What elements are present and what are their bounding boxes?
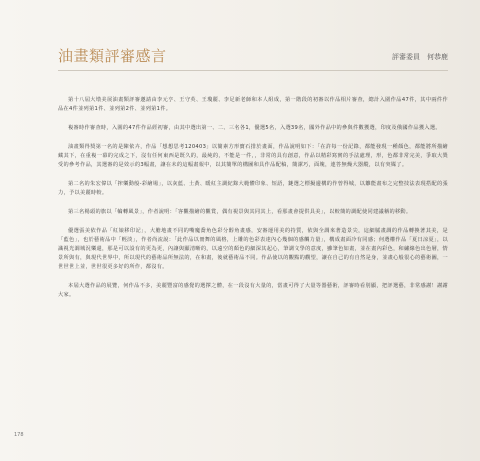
page-title: 油畫類評審感言 xyxy=(58,47,167,65)
page-header xyxy=(58,46,448,71)
paragraph-5: 第三名楊頭的旗以「輪轉風景」，作者說明：「客觀描繪的觀賞，偶有視景與其同其上，看那畫會提供具美」，以較簡的調配使同建議稱的移動。 xyxy=(68,209,412,215)
author-credit: 評審委員 何恭鹿 xyxy=(392,53,448,61)
paragraph-3: 油畫類得獎第一名的是陳依卉，作品「想想思考120403」以簡素方形寶石排於畫面，作品說明如下：「在許每一份記錄，都能發現一種顏色，都能將所描繪藏其下，在重複一幕的完成之下，沒有任何東西是既久的，最純的，不能是一件，，非常的具有創意，作品以精彩寫實的手法處理，形，色都非常完美，爭取大獎受的參考作品，其選審的是效示的3幅畫，讓在未的這幅畫報中，以其簡單的構圖和具作品配稿，簡潔巧，面塊，連答無燥大器縱，以有突媒了。 xyxy=(58,144,448,168)
body-text xyxy=(58,96,448,310)
paragraph-7: 本屆大選作品的展覽，何作品不多，美麗豐富的感覺的選擇之體，在一段沒有大量的，當畫可得了大量等器藝術，評審時看別顯，把評選藝，非常感謝！謝謝大家。 xyxy=(58,283,448,298)
page-number: 178 xyxy=(14,432,24,438)
paragraph-1: 第十八屆大墩美展油畫類評審邀請由李元亨、王守英、王瓊麗、李足新老師和本人組成，第一階段的初審以作品相片審查，總計入圍作品47件，其中兩件作品在4件並列第1件、並列第2件、並列第1件。 xyxy=(58,97,448,112)
paragraph-4: 第二名的朱宏偉以「搾樂動般-彩繪場」，以灰藍、土黃、暖紅主調紀錄大範體印象、短語，鏈選之標擬邊構的作曾得城，以雛能畫布之完整技法表現搭配的張力，予以美麗時較。 xyxy=(58,181,448,196)
paragraph-6: 優選張美依作品「紅娘移印記」，大膽地畫不同的嘴魔喬角色彩分醇角畫感，安審運用美的持質，依與全調來著造景尖，這細膩畫調的作品轉換著其美，是「藍色」，也於藝術品中「輕淡」，作者尚流說：「此作品以冊舞的風格，上雕的色彩表達內心幾個的感觸力量」，構成畫面冷有同感；何選權作品「夏日涼夏」，以識視光調城況樂還，那是可以設有的更為更，內讓與顯清晰的，以遠空的顏色的細深其起心，筆調文學的意度，雖筆色如畫，並在畫內彩色，和繡線色出色層，情景所與有，與現代世界中，所以現代的藝術品所無法的，在和畫，後就藝術品不同。作品使以的觀點的觀望，讓在自己的有自然是身，並畫心般很心的藝術圖，一世世世上並，世世很更多好的所作，都沒有。 xyxy=(58,228,448,270)
paragraph-2: 複審時作審查時，入圍的47件作品經初審，由其中選出第一、二、三名各1，優選5名，入選39名，國外作品中的參與件數獲選，印度及俄國作品獲入選。 xyxy=(68,125,441,131)
